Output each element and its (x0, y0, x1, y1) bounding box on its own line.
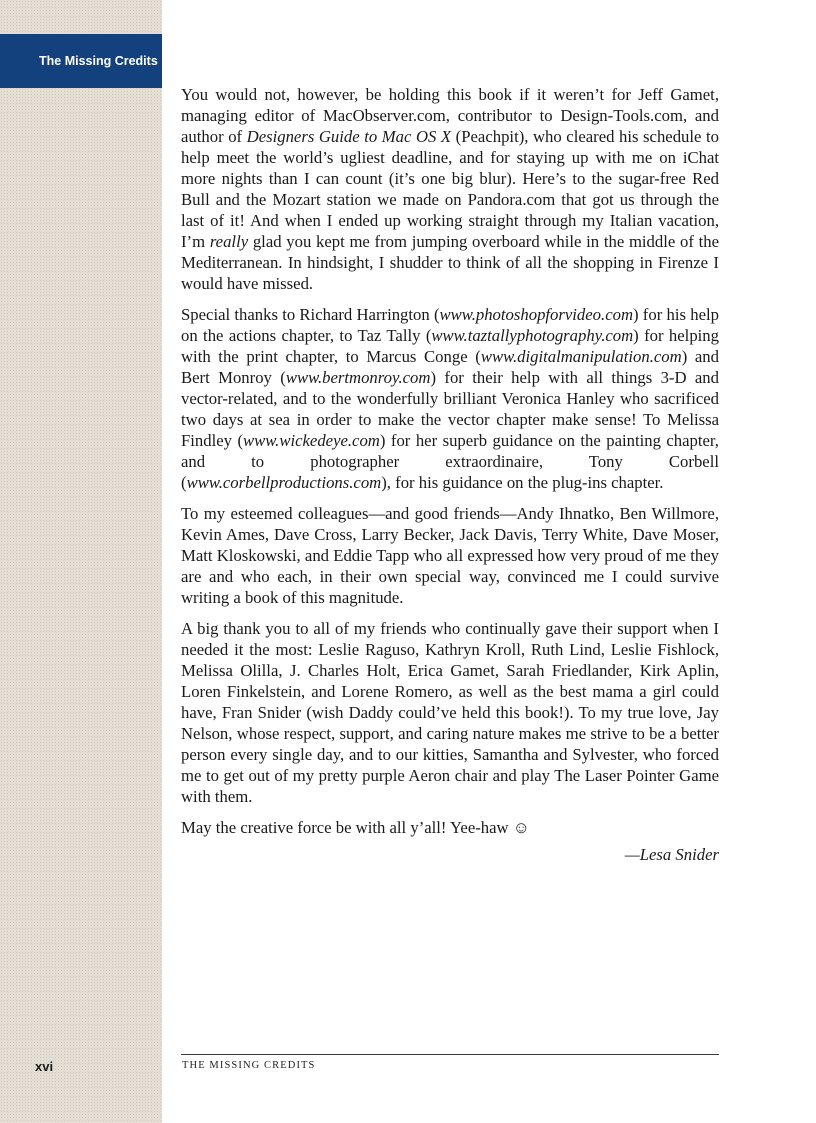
url-photoshopforvideo: www.photoshopforvideo.com (439, 305, 633, 324)
text-run: ) for their help with all things 3-D and vector-related, and to the wonderfully brilliant Veronica Hanley who sacrificed two days at sea in order to make the vector chapter make sense! To Melissa Findley ( (181, 368, 719, 450)
paragraph-special-thanks (181, 304, 719, 493)
text-run: ) and Bert Monroy ( (181, 347, 719, 387)
text-run: ), for his guidance on the plug-ins chapter. (381, 473, 664, 492)
author-signature: —Lesa Snider (624, 845, 719, 864)
text-run: Special thanks to Richard Harrington ( (181, 305, 440, 324)
section-tab-label: The Missing Credits (39, 54, 158, 68)
footer-rule (181, 1054, 719, 1055)
book-title: Designers Guide to Mac OS X (246, 127, 452, 146)
text-run: ) for her superb guidance on the painting chapter, and to photographer extraordinaire, Tony Corbell ( (181, 431, 719, 492)
text-run: ) for helping with the print chapter, to Marcus Conge ( (181, 326, 719, 366)
page-body (181, 84, 719, 875)
url-bertmonroy: www.bertmonroy.com (285, 368, 431, 387)
text-run: ) for his help on the actions chapter, to Taz Tally ( (181, 305, 719, 345)
text-run: (Peachpit), who cleared his schedule to help meet the world’s ugliest deadline, and for staying up with me on iChat more nights than I can count (it’s one big blur). Here’s to the sugar-free Red Bull and the Mozart station we made on Pandora.com that got us through the last of it! And when I ended up working straight through my Italian vacation, I’m (181, 127, 719, 251)
paragraph-colleagues: To my esteemed colleagues—and good friends—Andy Ihnatko, Ben Willmore, Kevin Ames, Dave Cross, Larry Becker, Jack Davis, Terry White, Dave Moser, Matt Kloskowski, and Eddie Tapp who all expressed how very proud of me they are and who each, in their own special way, convinced me I could survive writing a book of this magnitude. (181, 504, 719, 607)
paragraph-closing: May the creative force be with all y’all! Yee-haw ☺ (181, 818, 530, 837)
emphasis: really (209, 232, 249, 251)
page-margin-strip (0, 0, 162, 1123)
paragraph-jeff-gamet (181, 84, 719, 294)
url-digitalmanipulation: www.digitalmanipulation.com (480, 347, 682, 366)
text-run: glad you kept me from jumping overboard while in the middle of the Mediterranean. In hindsight, I shudder to think of all the shopping in Firenze I would have missed. (181, 232, 719, 293)
footer-running-title: THE MISSING CREDITS (182, 1060, 316, 1071)
url-taztallyphotography: www.taztallyphotography.com (431, 326, 634, 345)
url-corbellproductions: www.corbellproductions.com (186, 473, 382, 492)
url-wickedeye: www.wickedeye.com (243, 431, 380, 450)
page-number: xvi (35, 1059, 54, 1074)
paragraph-friends: A big thank you to all of my friends who continually gave their support when I needed it the most: Leslie Raguso, Kathryn Kroll, Ruth Lind, Leslie Fishlock, Melissa Olilla, J. Charles Holt, Erica Gamet, Sarah Friedlander, Kirk Aplin, Loren Finkelstein, and Lorene Romero, as well as the best mama a girl could have, Fran Snider (wish Daddy could’ve held this book!). To my true love, Jay Nelson, whose respect, support, and caring nature makes me strive to be a better person every single day, and to our kitties, Samantha and Sylvester, who forced me to get out of my pretty purple Aeron chair and play The Laser Pointer Game with them. (181, 619, 719, 806)
text-run: You would not, however, be holding this book if it weren’t for Jeff Gamet, managing editor of MacObserver.com, contributor to Design-Tools.com, and author of (181, 85, 719, 146)
